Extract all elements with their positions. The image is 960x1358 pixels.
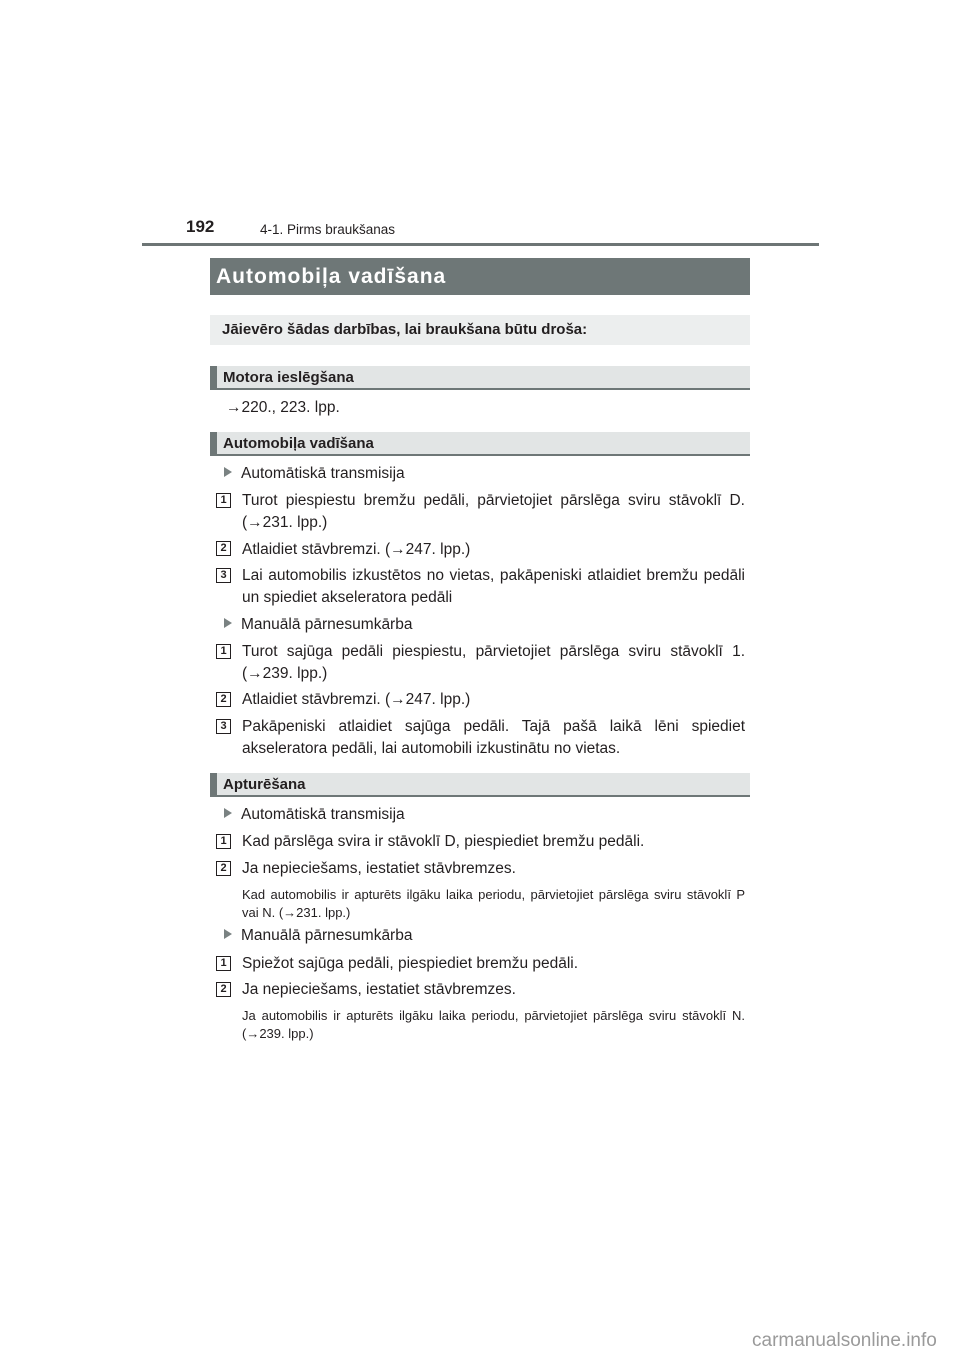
step-text: Spiežot sajūga pedāli, piespiediet bremžu pedāli. (242, 955, 579, 972)
step-text: Ja nepieciešams, iestatiet stāvbremzes. (242, 981, 516, 998)
section-heading-start: Motora ieslēgšana (210, 366, 750, 390)
note-text: Kad automobilis ir apturēts ilgāku laika periodu, pārvietojiet pārslēga sviru stāvoklī P vai N. (→231. lpp.) (242, 887, 745, 920)
step-number: 3 (216, 719, 231, 734)
triangle-bullet-icon (224, 929, 232, 939)
chapter-title: 4-1. Pirms braukšanas (260, 222, 396, 237)
subheading-stopping-manual: Manuālā pārnesumkārba (224, 925, 412, 947)
triangle-bullet-icon (224, 808, 232, 818)
step-number: 1 (216, 956, 231, 971)
section-heading-driving: Automobiļa vadīšana (210, 432, 750, 456)
step-number: 2 (216, 982, 231, 997)
step-number: 1 (216, 493, 231, 508)
intro-bar: Jāievēro šādas darbības, lai braukšana būtu droša: (210, 315, 750, 345)
subheading-driving-auto: Automātiskā transmisija (224, 463, 405, 485)
step-text: Pakāpeniski atlaidiet sajūga pedāli. Tajā pašā laikā lēni spiediet akseleratora pedāli, lai automobili izkustinātu no vietas. (242, 718, 745, 757)
step-number: 3 (216, 568, 231, 583)
step-text: Turot piespiestu bremžu pedāli, pārvietojiet pārslēga sviru stāvoklī D. (→231. lpp.) (242, 492, 745, 531)
step-number: 2 (216, 861, 231, 876)
subheading-driving-manual: Manuālā pārnesumkārba (224, 614, 412, 636)
step-text: Turot sajūga pedāli piespiestu, pārvietojiet pārslēga sviru stāvoklī 1. (→239. lpp.) (242, 643, 745, 682)
step-text: Ja nepieciešams, iestatiet stāvbremzes. (242, 860, 516, 877)
header-rule (142, 243, 819, 246)
triangle-bullet-icon (224, 618, 232, 628)
step-text: Atlaidiet stāvbremzi. (→247. lpp.) (242, 541, 471, 558)
step-text: Atlaidiet stāvbremzi. (→247. lpp.) (242, 691, 471, 708)
step-number: 1 (216, 644, 231, 659)
triangle-bullet-icon (224, 467, 232, 477)
page-number: 192 (186, 217, 215, 236)
step-text: Lai automobilis izkustētos no vietas, pakāpeniski atlaidiet bremžu pedāli un spiediet akseleratora pedāli (242, 567, 745, 606)
page-title: Automobiļa vadīšana (210, 258, 750, 295)
start-reference: →220., 223. lpp. (226, 399, 340, 416)
section-heading-stopping: Apturēšana (210, 773, 750, 797)
step-text: Kad pārslēga svira ir stāvoklī D, piespiediet bremžu pedāli. (242, 833, 645, 850)
step-number: 2 (216, 692, 231, 707)
watermark: carmanualsonline.info (752, 1330, 937, 1351)
step-number: 2 (216, 541, 231, 556)
note-text: Ja automobilis ir apturēts ilgāku laika periodu, pārvietojiet pārslēga sviru stāvoklī N. (→239. lpp.) (242, 1008, 745, 1041)
subheading-stopping-auto: Automātiskā transmisija (224, 804, 405, 826)
step-number: 1 (216, 834, 231, 849)
